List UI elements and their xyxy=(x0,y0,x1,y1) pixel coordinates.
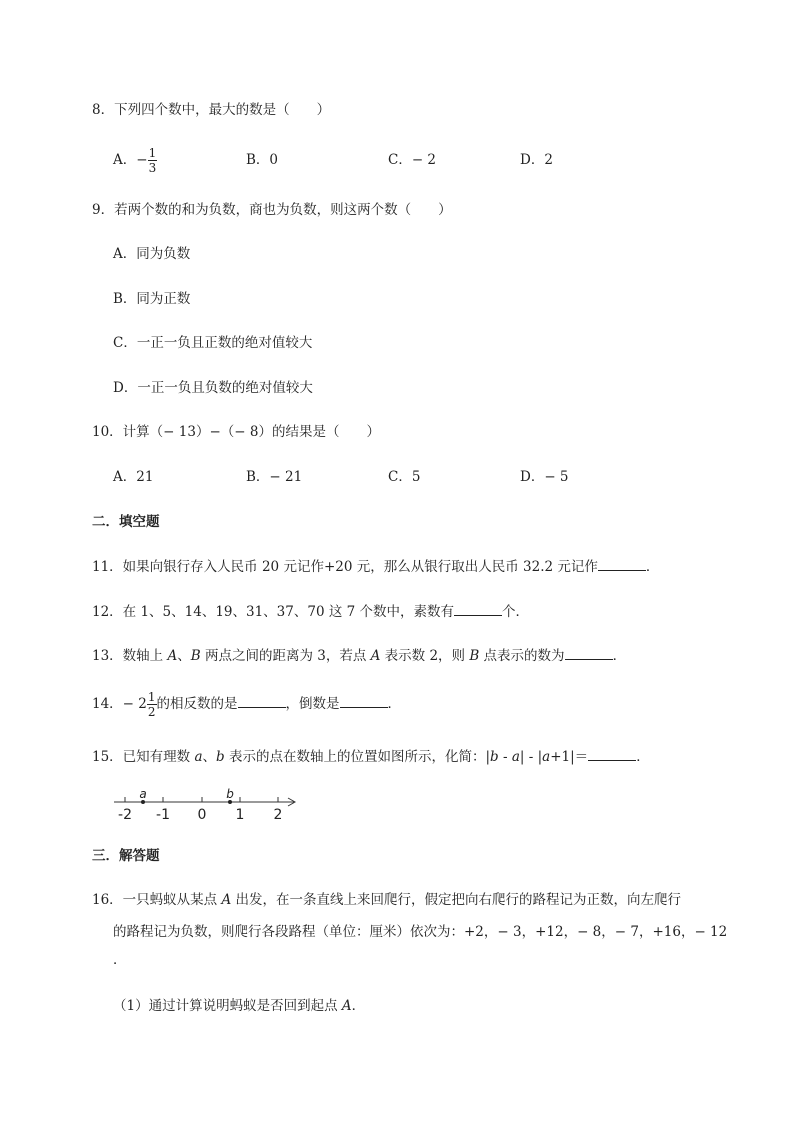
var-a: A xyxy=(221,892,232,908)
q14-text: 的相反数的是 xyxy=(156,696,238,712)
q16-line3: ． xyxy=(113,952,127,968)
point-b-label: b xyxy=(226,787,234,801)
var-a: a xyxy=(542,749,551,765)
q15-end: ． xyxy=(636,749,650,765)
tick-label: 2 xyxy=(273,807,283,823)
q10-option-a: A．21 xyxy=(113,469,154,485)
var-a: A xyxy=(167,648,178,664)
q16-sub1 xyxy=(113,996,365,1016)
q14 xyxy=(92,688,401,720)
q9-option-d: D．一正一负且负数的绝对值较大 xyxy=(113,380,313,396)
fraction-numerator: 1 xyxy=(148,146,157,160)
q13-text: 表示数 2，则 xyxy=(380,648,470,664)
q16-text: 出发，在一条直线上来回爬行，假定把向右爬行的路程记为正数，向左爬行 xyxy=(231,892,682,908)
q12 xyxy=(92,601,529,622)
q9-option-c: C．一正一负且正数的绝对值较大 xyxy=(113,335,313,351)
q9-stem: 9．若两个数的和为负数，商也为负数，则这两个数（ ） xyxy=(92,202,452,218)
tick-label: -2 xyxy=(118,807,132,823)
fraction-denominator: 3 xyxy=(148,161,157,175)
q11 xyxy=(92,556,659,577)
q13-text: 两点之间的距离为 3，若点 xyxy=(200,648,371,664)
q13 xyxy=(92,645,626,666)
q8-option-a-prefix: A．− xyxy=(113,152,148,168)
var-b: B xyxy=(190,648,201,664)
q8-stem: 8．下列四个数中，最大的数是（ ） xyxy=(92,102,331,118)
q13-text: 点表示的数为 xyxy=(479,648,565,664)
q15-text: - xyxy=(498,749,512,765)
q15-text: 表示的点在数轴上的位置如图所示，化简：| xyxy=(224,749,491,765)
q9-option-a: A．同为负数 xyxy=(113,246,191,262)
q13-text: 13．数轴上 xyxy=(92,648,168,664)
tick-label: 1 xyxy=(235,807,245,823)
q16-sub1-text: ． xyxy=(351,998,366,1014)
var-a: a xyxy=(194,749,203,765)
var-b: b xyxy=(490,749,499,765)
number-line-figure xyxy=(108,786,308,826)
fraction-denominator: 2 xyxy=(147,705,156,719)
var-b: b xyxy=(216,749,225,765)
q12-text: 12．在 1、5、14、19、31、37、70 这 7 个数中，素数有 xyxy=(92,604,455,620)
q15-text: 、 xyxy=(202,749,217,765)
fraction-numerator: 1 xyxy=(147,690,156,704)
var-b: B xyxy=(469,648,480,664)
q16-sub1-text: （1）通过计算说明蚂蚁是否回到起点 xyxy=(113,998,342,1014)
q11-end: ． xyxy=(645,559,660,575)
q8-option-d: D．2 xyxy=(520,152,553,168)
fraction-one-third xyxy=(148,146,158,175)
q16-line2: 的路程记为负数，则爬行各段路程（单位：厘米）依次为：+2，− 3，+12，− 8，− 7，+16，− 12 xyxy=(113,924,728,940)
q10-stem: 10．计算（− 13）−（− 8）的结果是（ ） xyxy=(92,424,380,440)
answer-blank[interactable] xyxy=(598,556,646,571)
fraction-one-half xyxy=(147,690,157,719)
answer-blank[interactable] xyxy=(340,693,388,708)
q15 xyxy=(92,746,650,767)
var-a: a xyxy=(511,749,520,765)
q14-prefix: 14．− 2 xyxy=(92,696,147,712)
q16-line1 xyxy=(92,890,681,910)
q14-text: ，倒数是 xyxy=(285,696,340,712)
q15-text: | - | xyxy=(519,749,543,765)
q14-end: ． xyxy=(387,696,402,712)
q8-option-c: C．− 2 xyxy=(388,152,437,168)
q13-text: 、 xyxy=(177,648,191,664)
section-fill-in-blank-heading: 二．填空题 xyxy=(92,514,160,530)
q10-option-d: D．− 5 xyxy=(520,469,569,485)
q8-option-a xyxy=(113,146,157,175)
q9-option-b: B．同为正数 xyxy=(113,291,191,307)
answer-blank[interactable] xyxy=(565,645,613,660)
q12-end: 个． xyxy=(502,604,530,620)
q15-text: +1|＝ xyxy=(550,749,589,765)
q11-text: 11．如果向银行存入人民币 20 元记作+20 元，那么从银行取出人民币 32.2 元记作 xyxy=(92,559,598,575)
var-a: A xyxy=(370,648,381,664)
answer-blank[interactable] xyxy=(588,746,636,761)
section-solve-heading: 三．解答题 xyxy=(92,848,160,864)
answer-blank[interactable] xyxy=(454,601,502,616)
q10-option-c: C．5 xyxy=(388,469,421,485)
answer-blank[interactable] xyxy=(238,693,286,708)
q8-option-b: B．0 xyxy=(246,152,279,168)
q16-text: 16．一只蚂蚁从某点 xyxy=(92,892,222,908)
point-a-label: a xyxy=(139,787,147,801)
q15-text: 15．已知有理数 xyxy=(92,749,195,765)
var-a: A xyxy=(341,998,352,1014)
tick-label: 0 xyxy=(197,807,207,823)
q10-option-b: B．− 21 xyxy=(246,469,303,485)
tick-label: -1 xyxy=(156,807,170,823)
q13-end: ． xyxy=(612,648,627,664)
